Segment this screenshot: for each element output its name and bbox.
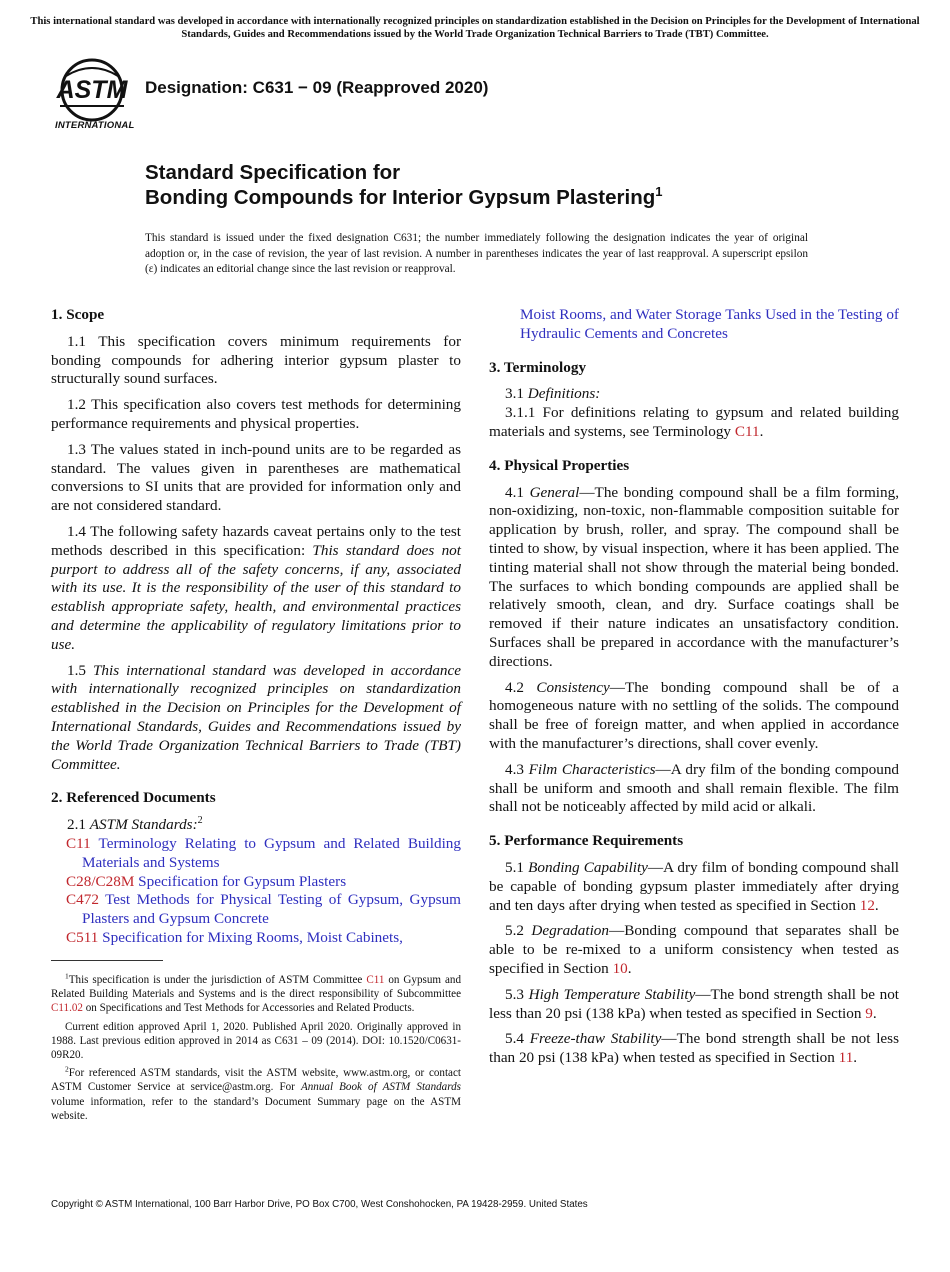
p3-1-1-end: .	[759, 422, 764, 440]
section-2-heading: 2. Referenced Documents	[51, 789, 216, 807]
paragraph-1-4	[51, 523, 461, 655]
right-column	[489, 306, 899, 1068]
section-1-heading: 1. Scope	[51, 306, 105, 323]
paragraph-1-2: 1.2 This specification also covers test methods for determining performance requirements and physical properties.	[51, 396, 461, 432]
p5-4-label: Freeze-thaw Stability	[529, 1030, 662, 1048]
p4-3-text: —A dry film of the bonding compound shall be uniform and smooth and shall remain flexible. The film shall not be noticeably affected by mild acid or alkali.	[489, 760, 900, 816]
paragraph-1-3: 1.3 The values stated in inch-pound units are to be regarded as standard. The values given in parentheses are mathematical conversions to SI units that are provided for information only and are not considered standard.	[51, 440, 461, 515]
ref-code[interactable]: C28/C28M	[66, 872, 135, 890]
left-column	[51, 306, 461, 948]
ref-title[interactable]: Specification for Mixing Rooms, Moist Cabinets,	[102, 928, 403, 946]
ref-code[interactable]: C472	[66, 891, 99, 909]
p5-3-end: .	[872, 1004, 877, 1022]
paragraph-1-1: 1.1 This specification covers minimum requirements for bonding compounds for adhering interior gypsum plaster to structurally sound surfaces.	[51, 332, 461, 388]
copyright-footer: Copyright © ASTM International, 100 Barr Harbor Drive, PO Box C700, West Conshohocken, PA 19428-2959. United States	[51, 1199, 588, 1210]
reference-c511-continued[interactable]: Moist Rooms, and Water Storage Tanks Used in the Testing of Hydraulic Cements and Concretes	[520, 306, 899, 342]
section-5-heading: 5. Performance Requirements	[489, 832, 684, 850]
footnote-divider	[51, 960, 163, 961]
top-notice: This international standard was developed in accordance with internationally recognized principles on standardization established in the Decision on Principles for the Development of International Standards, Guides and Recommendations issued by the World Trade Organization Technical Barriers to Trade (TBT) Committee.	[30, 16, 920, 40]
p5-1-end: .	[874, 896, 879, 914]
paragraph-5-3	[489, 986, 899, 1024]
paragraph-2-1	[51, 816, 461, 835]
p5-1-num: 5.1	[505, 858, 529, 876]
footnote-2-mark: 2	[65, 1064, 69, 1074]
p5-1-label: Bonding Capability	[528, 858, 648, 876]
p4-1-num: 4.1	[505, 483, 530, 501]
footnote-1-mark: 1	[65, 971, 69, 981]
ref-title[interactable]: Specification for Gypsum Plasters	[138, 872, 347, 890]
p4-2-text: —The bonding compound shall be of a homogeneous nature with no settling of the solids. The compound shall be free of foreign matter, and when applied in accordance with the manufacturer’s directions, shall cover evenly.	[489, 678, 900, 752]
document-title	[145, 160, 662, 210]
footnote-2	[51, 1066, 461, 1123]
p4-3-label: Film Characteristics	[528, 760, 656, 778]
section-3-heading: 3. Terminology	[489, 358, 587, 376]
footnote-1-text-b: on Gypsum and Related Building Materials and Systems and is the direct responsibility of Subcommittee	[51, 974, 462, 1001]
p5-2-text: —Bonding compound that separates shall be able to be re-mixed to a uniform consistency when tested as specified in Section	[489, 922, 899, 977]
p5-1-text: —A dry film of bonding compound shall be capable of bonding gypsum plaster immediately after drying and ten days after drying when tested as specified in Section	[489, 858, 900, 914]
paragraph-5-2	[489, 922, 899, 978]
p4-2-num: 4.2	[505, 678, 537, 696]
footnote-1-text-c: on Specifications and Test Methods for Accessories and Related Products.	[82, 1002, 415, 1015]
footnote-2-text-a: For referenced ASTM standards, visit the ASTM website, www.astm.org, or contact ASTM Customer Service at service@astm.org. For	[51, 1067, 461, 1094]
p3-1-1-text: 3.1.1 For definitions relating to gypsum and related building materials and systems, see Terminology	[489, 404, 899, 440]
title-line-2-text: Bonding Compounds for Interior Gypsum Plastering	[145, 186, 656, 209]
paragraph-4-3	[489, 761, 899, 817]
footnote-1-text-a: This specification is under the jurisdiction of ASTM Committee	[68, 974, 367, 986]
reference-c511[interactable]	[51, 929, 461, 948]
p2-1-label: ASTM Standards:	[89, 816, 198, 834]
intro-paragraph: This standard is issued under the fixed designation C631; the number immediately following the designation indicates the year of original adoption or, in the case of revision, the year of last revision. A number in parentheses indicates the year of last reapproval. A superscript epsilon (ε) indicates an editorial change since the last revision or reapproval.	[145, 232, 808, 276]
footnotes	[51, 973, 461, 1123]
title-line-1: Standard Specification for	[145, 161, 401, 184]
ref-code[interactable]: C11	[66, 834, 91, 852]
p5-3-text: —The bond strength shall be not less than 20 psi (138 kPa) when tested as specified in Section	[489, 985, 900, 1022]
section-9-link[interactable]: 9	[865, 1004, 873, 1022]
paragraph-4-1	[489, 484, 899, 672]
section-11-link[interactable]: 11	[838, 1049, 854, 1067]
footnote-1	[51, 973, 461, 1016]
subcommittee-link[interactable]: C11.02	[51, 1002, 83, 1015]
reference-c28[interactable]	[51, 873, 461, 892]
p1-4-caveat: This standard does not purport to address all of the safety concerns, if any, associated with its use. It is the responsibility of the user of this standard to establish appropriate safety, health, and environmental practices and determine the applicability of regulatory limitations prior to use.	[51, 541, 461, 653]
title-line-2	[145, 185, 662, 210]
p2-1-num: 2.1	[67, 816, 90, 834]
section-12-link[interactable]: 12	[859, 896, 875, 914]
p1-4-plain: 1.4 The following safety hazards caveat pertains only to the test methods described in this specification:	[51, 522, 461, 559]
p1-5-num: 1.5	[67, 661, 93, 679]
reference-c11[interactable]	[51, 835, 461, 873]
section-10-link[interactable]: 10	[612, 959, 628, 977]
p4-2-label: Consistency	[536, 678, 610, 696]
footnote-2-text-b: volume information, refer to the standard’s Document Summary page on the ASTM website.	[51, 1095, 461, 1122]
logo-letters: ASTM	[56, 76, 128, 104]
p3-1-label: Definitions:	[527, 385, 601, 403]
p3-1-num: 3.1	[505, 385, 528, 403]
p5-2-num: 5.2	[505, 922, 532, 940]
section-4-heading: 4. Physical Properties	[489, 456, 630, 474]
p1-5-text: This international standard was developed in accordance with internationally recognized principles on standardization established in the Decision on Principles for the Development of International Standards, Guides and Recommendations issued by the World Trade Organization Technical Barriers to Trade (TBT) Committee.	[51, 661, 462, 773]
p5-3-num: 5.3	[505, 985, 529, 1003]
paragraph-1-5	[51, 662, 461, 775]
p5-4-text: —The bond strength shall be not less than 20 psi (138 kPa) when tested as specified in Section	[489, 1030, 899, 1067]
terminology-link[interactable]: C11	[734, 422, 760, 440]
ref-title[interactable]: Terminology Relating to Gypsum and Related Building Materials and Systems	[82, 834, 461, 871]
p5-4-num: 5.4	[505, 1030, 530, 1048]
ref-code[interactable]: C511	[66, 928, 99, 946]
p2-1-footnote-mark: 2	[197, 815, 203, 827]
committee-link[interactable]: C11	[366, 974, 385, 986]
designation: Designation: C631 − 09 (Reapproved 2020)	[145, 78, 489, 97]
footnote-2-italic: Annual Book of ASTM Standards	[300, 1081, 461, 1094]
logo-wordmark: INTERNATIONAL	[55, 120, 135, 131]
p4-3-num: 4.3	[505, 760, 529, 778]
paragraph-4-2	[489, 679, 899, 754]
p5-2-end: .	[627, 959, 632, 977]
p5-2-label: Degradation	[531, 922, 609, 940]
p5-3-label: High Temperature Stability	[528, 985, 696, 1003]
edition-note: Current edition approved April 1, 2020. Published April 2020. Originally approved in 1988. Last previous edition approved in 2014 as C631 – 09 (2014). DOI: 10.1520/C0631-09R20.	[51, 1020, 461, 1062]
ref-title[interactable]: Test Methods for Physical Testing of Gypsum, Gypsum Plasters and Gypsum Concrete	[82, 891, 461, 928]
paragraph-3-1	[489, 385, 899, 404]
p4-1-label: General	[529, 483, 580, 501]
p5-4-end: .	[853, 1049, 858, 1067]
reference-c472[interactable]	[51, 891, 461, 929]
paragraph-3-1-1	[489, 404, 899, 442]
paragraph-5-1	[489, 859, 899, 915]
paragraph-5-4	[489, 1030, 899, 1068]
p4-1-text: —The bonding compound shall be a film forming, non-oxidizing, non-toxic, non-flammable composition suitable for application by brush, roller, and spray. The compound shall be tinted to show, by visual inspection, where it has been applied. The tinting material shall not show through the material being bonded. The surfaces to which bonding compounds are applied shall be relatively smooth, clean, and dry. Surface coatings shall be removed if their nature indicates an unsatisfactory condition. Surfaces shall be prepared in accordance with the manufacturer’s directions.	[489, 483, 899, 670]
title-footnote-mark: 1	[655, 184, 663, 199]
